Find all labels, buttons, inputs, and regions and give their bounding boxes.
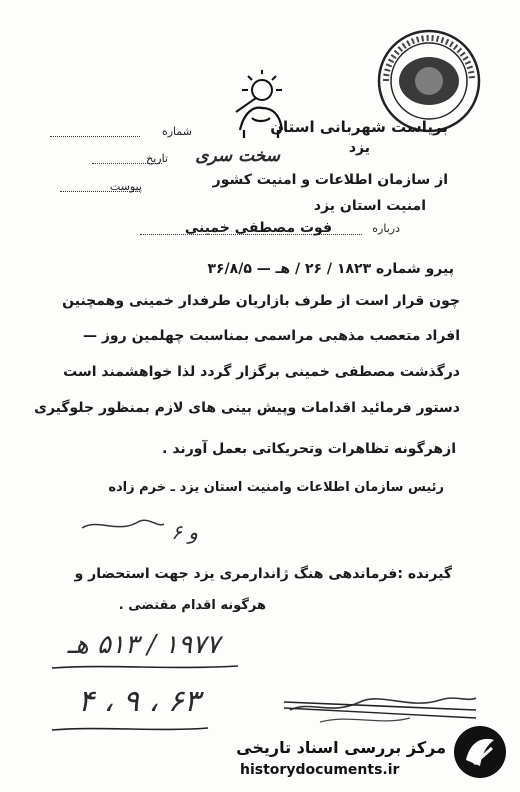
org-line: بریاست شهربانی استان <box>270 118 448 136</box>
ref-underline <box>50 662 240 672</box>
classification-handwritten: سخت سری <box>195 146 280 166</box>
date-field-line <box>92 163 162 164</box>
handwritten-date: ۴ ، ۹ ، ۶۳ <box>78 684 200 719</box>
attachment-label: پیوست <box>109 180 142 193</box>
body-line-3: درگذشت مصطفی خمینی برگزار گردد لذا خواهشمند است <box>63 364 460 380</box>
body-line-1: چون قرار است از طرف بازاریان طرفدار خمینی وهمچنین <box>62 293 460 309</box>
date-label: تاریخ <box>146 152 168 165</box>
number-label: شماره <box>161 125 192 138</box>
signature-line: رئیس سازمان اطلاعات وامنیت استان یزد ـ خرم زاده <box>108 480 444 495</box>
recipient-line: گیرنده :فرماندهی هنگ ژاندارمری یزد جهت استحضار و <box>74 566 452 582</box>
sender-org: از سازمان اطلاعات و امنیت کشور <box>212 172 448 188</box>
crossed-signature <box>280 680 480 730</box>
reference-line: پیرو شماره ۱۸۲۳ / ۲۶ / هـ — ۳۶/۸/۵ <box>207 261 454 277</box>
watermark-url: historydocuments.ir <box>240 762 400 778</box>
number-field-line <box>50 136 140 137</box>
attachment-field-line <box>60 191 140 192</box>
sender-dept: امنیت استان یزد <box>313 198 426 214</box>
org-city: یزد <box>348 140 370 156</box>
subject-label: درباره <box>372 222 400 235</box>
initials-scribble <box>78 508 168 548</box>
handwritten-ref-number: ۱۹۷۷ / ۵۱۳ هـ <box>67 630 220 660</box>
recipient-line-2: هرگونه اقدام مقتضی . <box>118 598 266 613</box>
body-line-5: ازهرگونه تظاهرات وتحریکاتی بعمل آورند . <box>162 441 456 457</box>
date-underline <box>50 724 210 734</box>
body-line-4: دستور فرمائید اقدامات وپیش بینی های لازم بمنظور جلوگیری <box>34 400 460 416</box>
watermark-name: مرکز بررسی اسناد تاریخی <box>236 738 446 757</box>
subject-value: فوت مصطفی خمینی <box>184 220 332 236</box>
archive-logo-icon <box>452 724 508 780</box>
body-line-2: افراد متعصب مذهبی مراسمی بمناسبت چهلمین روز — <box>83 328 460 344</box>
handwritten-initials: و ۶ <box>171 520 198 544</box>
